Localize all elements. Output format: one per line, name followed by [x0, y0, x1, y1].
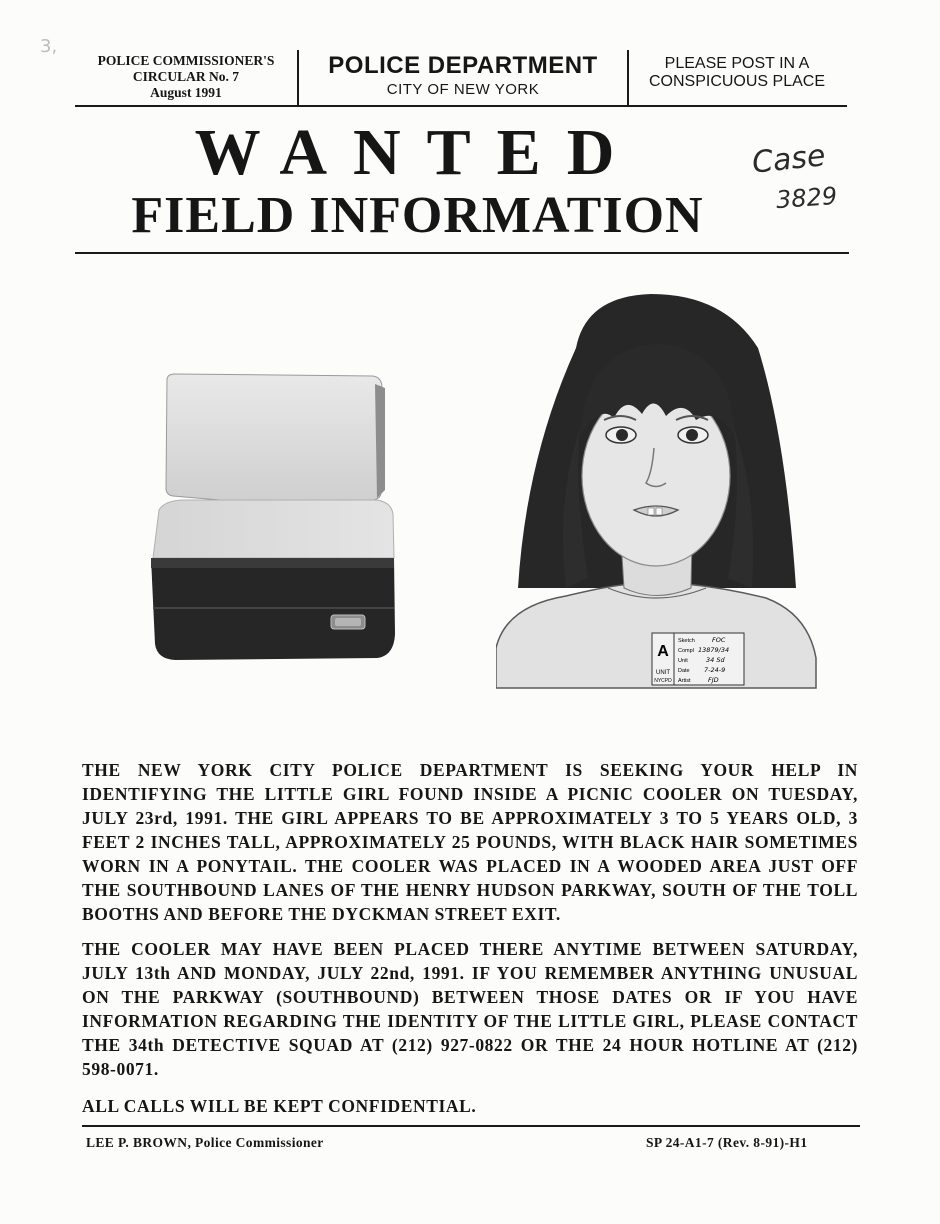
- posting-instruction: [627, 50, 847, 110]
- circular-info: [75, 50, 297, 108]
- wanted-title: WANTED: [194, 116, 641, 189]
- stamp-label-artist: Artist: [678, 678, 691, 684]
- footer-divider: [82, 1125, 860, 1127]
- field-information-title: FIELD INFORMATION: [131, 187, 704, 244]
- confidential-notice: ALL CALLS WILL BE KEPT CONFIDENTIAL.: [82, 1096, 477, 1116]
- posting-line-2: CONSPICUOUS PLACE: [648, 73, 826, 90]
- form-number: SP 24-A1-7 (Rev. 8-91)-H1: [646, 1135, 808, 1150]
- girl-composite-sketch: [496, 288, 818, 690]
- stamp-value-sketch: FOC: [712, 636, 726, 644]
- handwritten-case-number: 3829: [775, 181, 838, 215]
- department-title: POLICE DEPARTMENT: [328, 52, 598, 79]
- description-paragraph: THE NEW YORK CITY POLICE DEPARTMENT IS SEEKING YOUR HELP IN IDENTIFYING THE LITTLE GIRL FOUND INSIDE A PICNIC COOLER ON TUESDAY, JULY 23rd, 1991. THE GIRL APPEARS TO BE APPROXIMATELY 3 TO 5 YEARS OLD, 3 FEET 2 INCHES TALL, APPROXIMATELY 25 POUNDS, WITH BLACK HAIR SOMETIMES WORN IN A PONYTAIL. THE COOLER WAS PLACED IN A WOODED AREA JUST OFF THE SOUTHBOUND LANES OF THE HENRY HUDSON PARKWAY, SOUTH OF THE TOLL BOOTHS AND BEFORE THE DYCKMAN STREET EXIT.: [82, 760, 858, 924]
- stamp-label-sketch: Sketch: [678, 638, 695, 644]
- posting-line-1: PLEASE POST IN A: [664, 55, 810, 72]
- department-title-box: [297, 50, 629, 105]
- stamp-logo-nycpd: NYCPD: [654, 678, 672, 684]
- circular-date: August 1991: [150, 85, 222, 100]
- stamp-value-artist: FJD: [708, 676, 719, 684]
- stamp-label-date: Date: [678, 668, 690, 674]
- stamp-logo-a: A: [657, 643, 669, 660]
- department-city: CITY OF NEW YORK: [386, 81, 540, 98]
- circular-issuer: POLICE COMMISSIONER'S: [97, 53, 275, 68]
- picnic-cooler-photo: [145, 372, 400, 667]
- stamp-value-date: 7-24-9: [704, 666, 726, 674]
- stamp-label-unit: Unit: [678, 658, 688, 664]
- handwritten-case-label: Case: [750, 138, 828, 181]
- pencil-mark: 3,: [40, 36, 58, 57]
- stamp-logo-unit: UNIT: [656, 670, 670, 676]
- circular-header: [75, 50, 847, 107]
- sketch-stamp: [652, 633, 744, 685]
- circular-number: CIRCULAR No. 7: [132, 69, 240, 84]
- commissioner-signature: LEE P. BROWN, Police Commissioner: [86, 1135, 324, 1150]
- stamp-value-compl: 13879/34: [698, 646, 730, 654]
- stamp-value-unit: 34 Sd: [706, 656, 725, 664]
- contact-paragraph: THE COOLER MAY HAVE BEEN PLACED THERE ANYTIME BETWEEN SATURDAY, JULY 13th AND MONDAY, JULY 22nd, 1991. IF YOU REMEMBER ANYTHING UNUSUAL ON THE PARKWAY (SOUTHBOUND) BETWEEN THOSE DATES OR IF YOU HAVE INFORMATION REGARDING THE IDENTITY OF THE LITTLE GIRL, PLEASE CONTACT THE 34th DETECTIVE SQUAD AT (212) 927-0822 OR THE 24 HOUR HOTLINE AT (212) 598-0071.: [82, 939, 858, 1079]
- stamp-label-compl: Compl: [678, 648, 694, 654]
- title-divider: [75, 252, 849, 254]
